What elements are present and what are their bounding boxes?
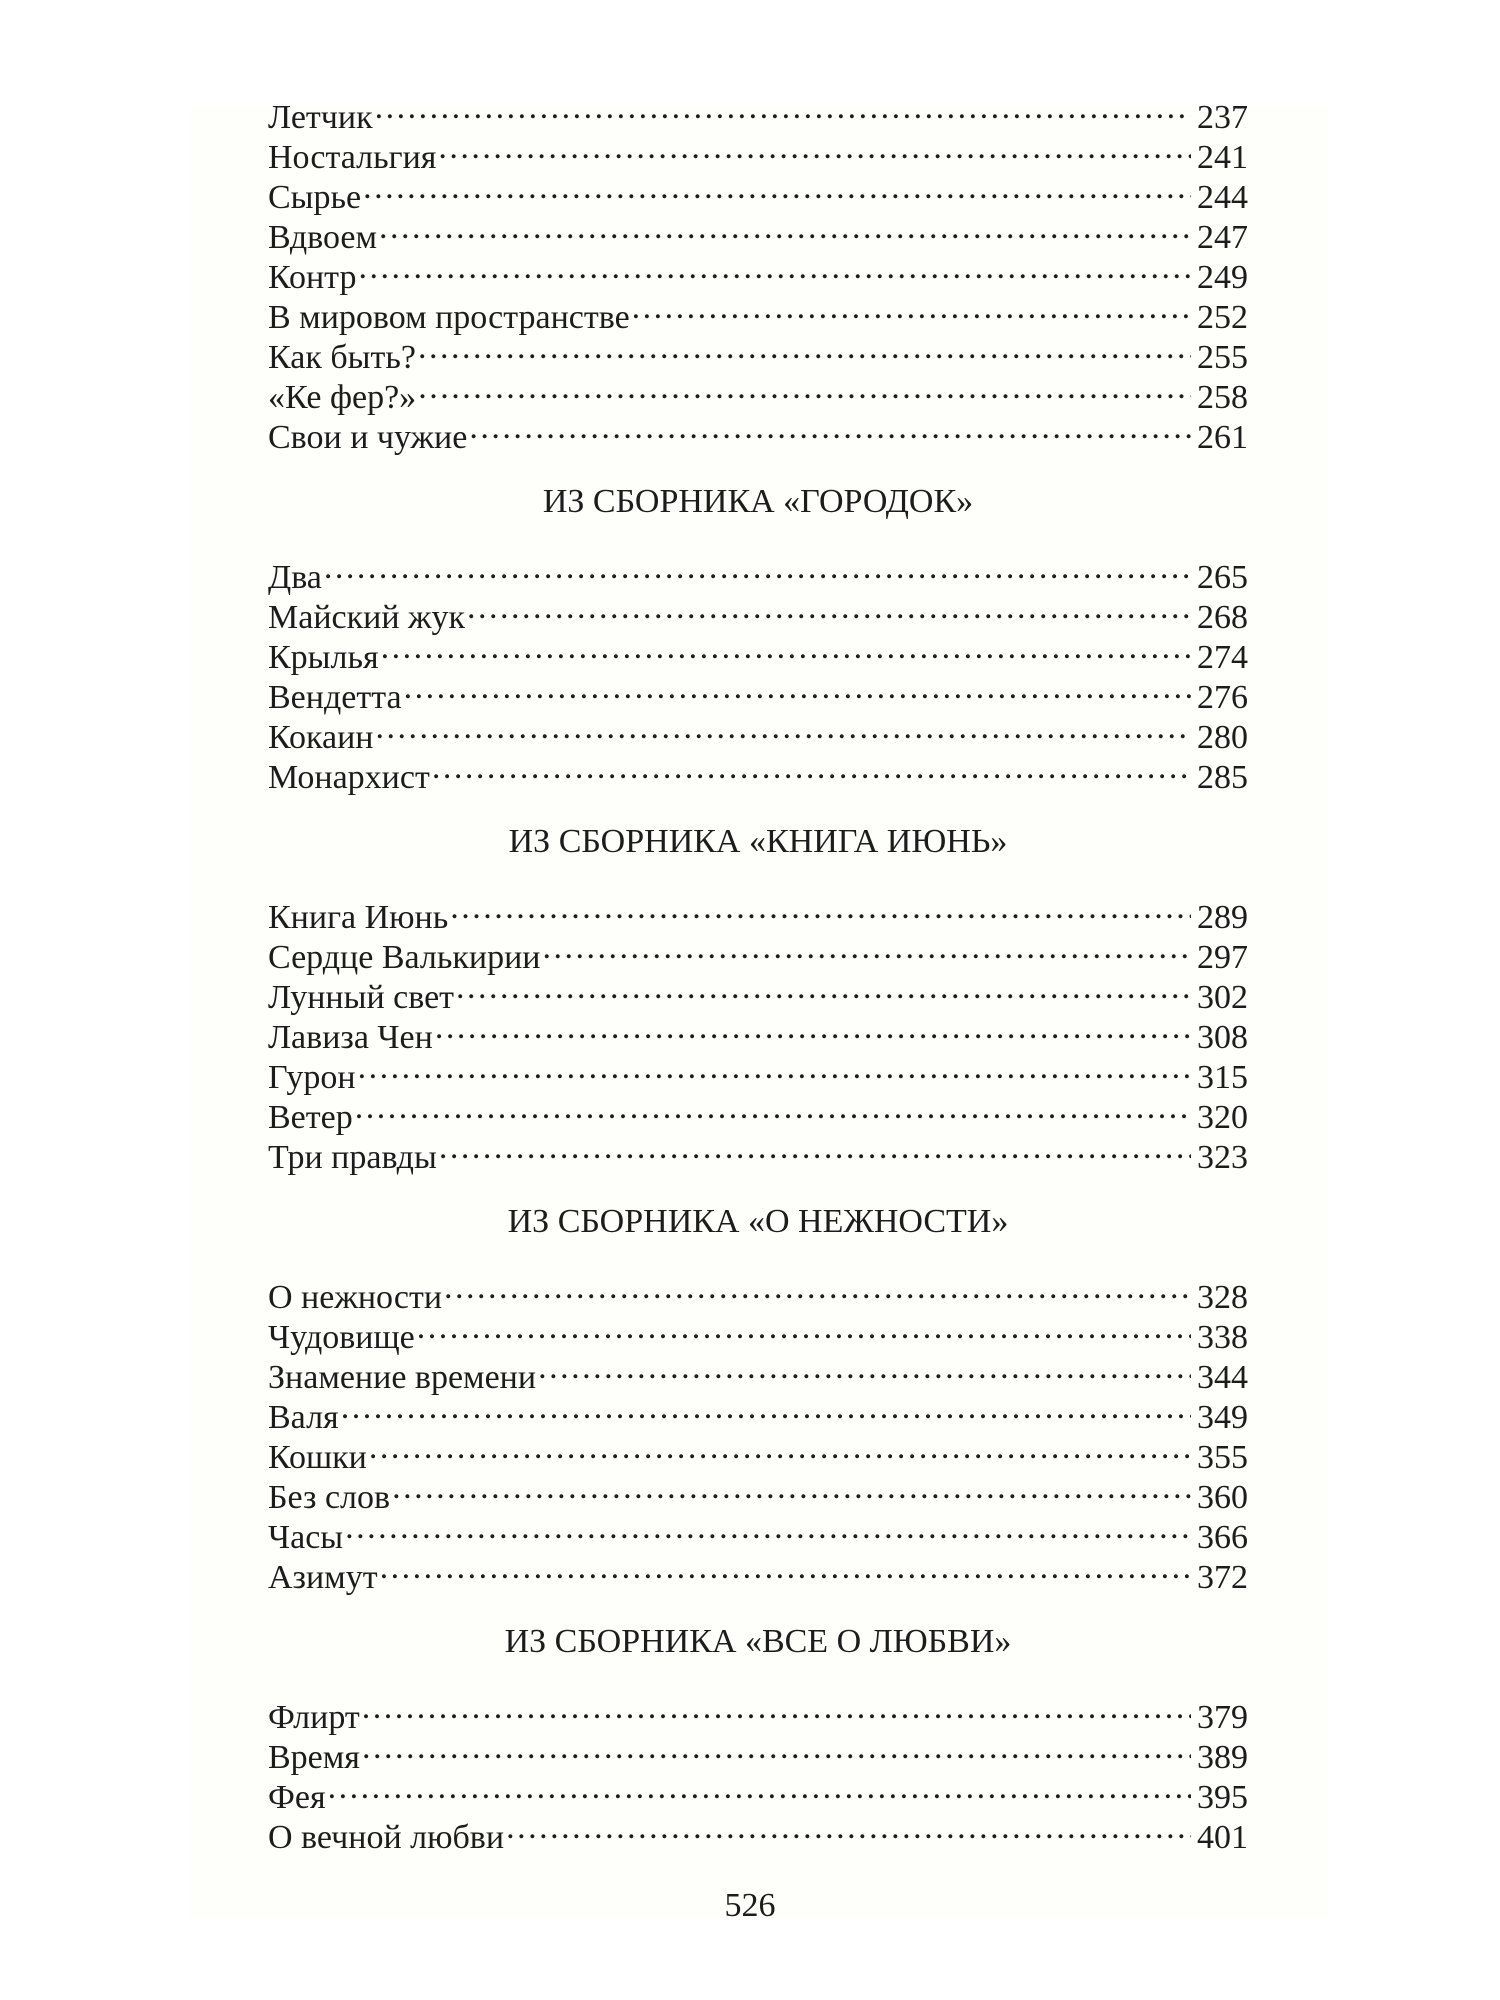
entry-title: Ветер [268, 1099, 353, 1136]
toc-entry [268, 208, 1248, 256]
entry-title: Лавиза Чен [268, 1019, 433, 1056]
toc-entry [268, 1048, 1248, 1096]
entry-title: Валя [268, 1399, 339, 1436]
entry-title: Три правды [268, 1139, 437, 1176]
dot-leader [373, 708, 1191, 748]
toc-entry [268, 548, 1248, 596]
entry-page-number: 372 [1197, 1559, 1248, 1596]
toc-entry [268, 1088, 1248, 1136]
toc-entry [268, 708, 1248, 756]
entry-page-number: 366 [1197, 1519, 1248, 1556]
toc-entry [268, 668, 1248, 716]
entry-page-number: 274 [1197, 639, 1248, 676]
dot-leader [356, 1048, 1191, 1088]
dot-leader [322, 548, 1191, 588]
dot-leader [390, 1468, 1191, 1508]
entry-title: Кошки [268, 1439, 367, 1476]
dot-leader [454, 968, 1191, 1008]
toc-entry [268, 128, 1248, 176]
entry-page-number: 258 [1197, 379, 1248, 416]
dot-leader [465, 588, 1191, 628]
dot-leader [536, 1348, 1191, 1388]
entry-title: Без слов [268, 1479, 391, 1516]
entry-page-number: 323 [1197, 1139, 1248, 1176]
toc-entry [268, 328, 1248, 376]
dot-leader [467, 408, 1191, 448]
section-vse-o-lyubvi [268, 1622, 1248, 1856]
section-heading: ИЗ СБОРНИКА «ГОРОДОК» [542, 483, 974, 520]
dot-leader [442, 1268, 1191, 1308]
entry-page-number: 344 [1197, 1359, 1248, 1396]
section-kniga-iyun [268, 822, 1248, 1176]
entry-page-number: 338 [1197, 1319, 1248, 1356]
toc-entry [268, 1468, 1248, 1516]
entry-page-number: 360 [1197, 1479, 1248, 1516]
entry-title: Летчик [268, 99, 373, 136]
dot-leader [416, 328, 1191, 368]
entry-page-number: 247 [1197, 219, 1248, 256]
dot-leader [378, 1548, 1191, 1588]
entry-page-number: 320 [1197, 1099, 1248, 1136]
dot-leader [630, 288, 1191, 328]
entry-page-number: 401 [1197, 1819, 1248, 1856]
dot-leader [367, 1428, 1191, 1468]
dot-leader [540, 928, 1191, 968]
dot-leader [373, 88, 1191, 128]
dot-leader [437, 1128, 1191, 1168]
dot-leader [353, 1088, 1191, 1128]
entry-title: Как быть? [268, 339, 416, 376]
toc-entry [268, 88, 1248, 136]
entry-title: Сердце Валькирии [268, 939, 541, 976]
dot-leader [339, 1388, 1191, 1428]
entry-title: Чудовище [268, 1319, 415, 1356]
section-gorodok [268, 482, 1248, 796]
toc-entry [268, 1728, 1248, 1776]
entry-page-number: 308 [1197, 1019, 1248, 1056]
entry-title: Время [268, 1739, 360, 1776]
entry-page-number: 249 [1197, 259, 1248, 296]
page-number: 526 [724, 1887, 776, 1924]
dot-leader [377, 208, 1191, 248]
entry-title: Вдвоем [268, 219, 377, 256]
toc-entry [268, 1428, 1248, 1476]
dot-leader [360, 1688, 1191, 1728]
entry-title: Ностальгия [268, 139, 437, 176]
entry-title: О вечной любви [268, 1819, 505, 1856]
dot-leader [343, 1508, 1191, 1548]
dot-leader [326, 1768, 1191, 1808]
entry-title: О нежности [268, 1279, 443, 1316]
dot-leader [402, 668, 1191, 708]
toc-entry [268, 588, 1248, 636]
entry-title: Монархист [268, 759, 430, 796]
entry-title: Часы [268, 1519, 344, 1556]
entry-title: Лунный свет [268, 979, 455, 1016]
dot-leader [448, 888, 1191, 928]
dot-leader [416, 368, 1191, 408]
toc-entry [268, 748, 1248, 796]
dot-leader [430, 748, 1191, 788]
section-heading: ИЗ СБОРНИКА «О НЕЖНОСТИ» [507, 1203, 1009, 1240]
entry-title: Два [268, 559, 322, 596]
section-heading: ИЗ СБОРНИКА «ВСЕ О ЛЮБВИ» [504, 1623, 1012, 1660]
entry-page-number: 289 [1197, 899, 1248, 936]
toc-entry [268, 628, 1248, 676]
toc-entry [268, 1688, 1248, 1736]
dot-leader [504, 1808, 1191, 1848]
entry-page-number: 297 [1197, 939, 1248, 976]
toc-entry [268, 248, 1248, 296]
dot-leader [436, 128, 1191, 168]
toc-entry [268, 888, 1248, 936]
toc-entry [268, 168, 1248, 216]
entry-page-number: 355 [1197, 1439, 1248, 1476]
entry-page-number: 285 [1197, 759, 1248, 796]
toc-entry [268, 1128, 1248, 1176]
entry-page-number: 244 [1197, 179, 1248, 216]
toc-entry [268, 1808, 1248, 1856]
entry-page-number: 268 [1197, 599, 1248, 636]
entry-title: Майский жук [268, 599, 466, 636]
intro-entries [268, 88, 1248, 456]
entry-page-number: 241 [1197, 139, 1248, 176]
entry-title: Свои и чужие [268, 419, 468, 456]
entry-title: Контр [268, 259, 357, 296]
toc-entry [268, 1768, 1248, 1816]
entry-page-number: 349 [1197, 1399, 1248, 1436]
entry-title: Крылья [268, 639, 379, 676]
toc-entry [268, 1548, 1248, 1596]
entry-page-number: 395 [1197, 1779, 1248, 1816]
entry-page-number: 379 [1197, 1699, 1248, 1736]
entry-page-number: 302 [1197, 979, 1248, 1016]
entry-page-number: 328 [1197, 1279, 1248, 1316]
entry-title: Знамение времени [268, 1359, 537, 1396]
entry-title: Сырье [268, 179, 362, 216]
dot-leader [379, 628, 1191, 668]
dot-leader [415, 1308, 1191, 1348]
entry-title: Азимут [268, 1559, 378, 1596]
entry-page-number: 252 [1197, 299, 1248, 336]
entry-title: Фея [268, 1779, 326, 1816]
toc-entry [268, 1268, 1248, 1316]
entry-title: Вендетта [268, 679, 402, 716]
entry-page-number: 265 [1197, 559, 1248, 596]
dot-leader [433, 1008, 1191, 1048]
table-of-contents [268, 88, 1248, 1856]
toc-entry [268, 1348, 1248, 1396]
entry-page-number: 280 [1197, 719, 1248, 756]
toc-entry [268, 288, 1248, 336]
entry-title: Книга Июнь [268, 899, 449, 936]
toc-entry [268, 1388, 1248, 1436]
toc-entry [268, 1308, 1248, 1356]
toc-entry [268, 1508, 1248, 1556]
entry-page-number: 389 [1197, 1739, 1248, 1776]
entry-page-number: 255 [1197, 339, 1248, 376]
entry-title: Флирт [268, 1699, 360, 1736]
entry-page-number: 315 [1197, 1059, 1248, 1096]
section-heading: ИЗ СБОРНИКА «КНИГА ИЮНЬ» [508, 823, 1008, 860]
entry-page-number: 261 [1197, 419, 1248, 456]
entry-page-number: 237 [1197, 99, 1248, 136]
entry-title: В мировом пространстве [268, 299, 630, 336]
entry-title: «Ке фер?» [268, 379, 417, 416]
dot-leader [360, 1728, 1191, 1768]
section-o-nezhnosti [268, 1202, 1248, 1596]
entry-page-number: 276 [1197, 679, 1248, 716]
dot-leader [356, 248, 1191, 288]
entry-title: Кокаин [268, 719, 374, 756]
entry-title: Гурон [268, 1059, 356, 1096]
dot-leader [361, 168, 1191, 208]
